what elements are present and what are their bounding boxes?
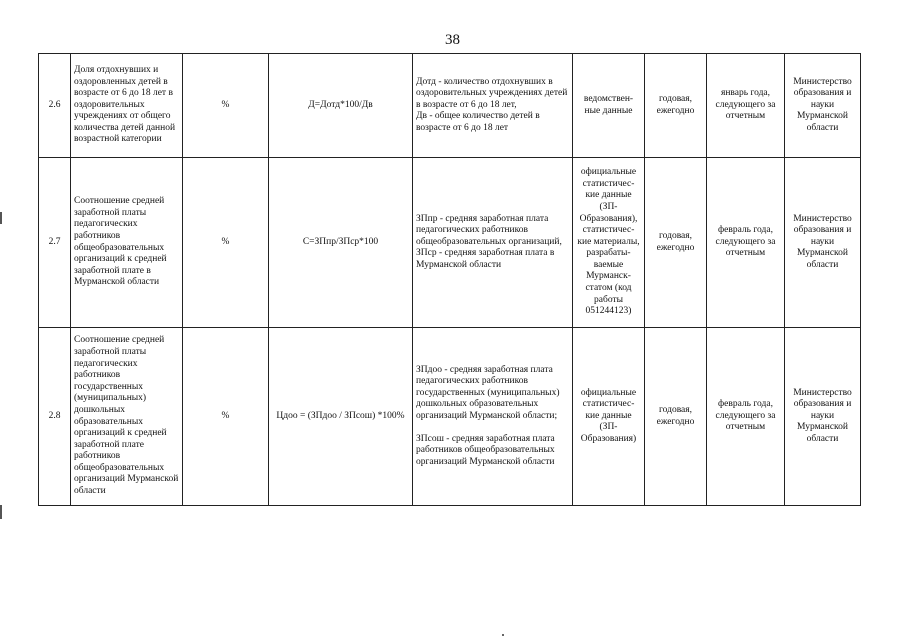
table-row [39, 328, 861, 506]
indicator-name: Соотношение средней заработной платы педагогических работников государственных (муниципальных) дошкольных образовательных организаций к средней заработной плате работников общеобразовательных организаций Мурманской области [71, 328, 183, 506]
data-source: ведомствен- ные данные [573, 54, 645, 158]
margin-mark [0, 505, 2, 519]
unit-of-measure: % [183, 328, 269, 506]
periodicity: годовая, ежегодно [645, 158, 707, 328]
page-number: 38 [445, 32, 460, 48]
table-row [39, 158, 861, 328]
indicator-name: Доля отдохнувших и оздоровленных детей в возрасте от 6 до 18 лет в оздоровительных учреждениях от общего количества детей данной возрастной категории [71, 54, 183, 158]
scan-speck [502, 634, 504, 636]
description-line: ЗПпр - средняя заработная плата педагогических работников общеобразовательных организаций, [416, 213, 562, 247]
formula-description [413, 158, 573, 328]
formula-description [413, 54, 573, 158]
calculation-formula: Д=Дотд*100/Дв [269, 54, 413, 158]
table-body [39, 54, 861, 506]
description-line: ЗПср - средняя заработная плата в Мурманской области [416, 248, 555, 270]
data-source: официальные статистичес- кие данные (ЗП- Образования), статистичес- кие материалы, разрабаты- ваемые Мурманск- статом (код работы 051244123) [573, 158, 645, 328]
description-line: Дв - общее количество детей в возрасте от 6 до 18 лет [416, 111, 540, 133]
description-line: ЗПсош - средняя заработная плата работников общеобразовательных организаций Мурманской области [416, 433, 555, 467]
responsible-body: Министерство образования и науки Мурманской области [785, 158, 861, 328]
reporting-term: январь года, следующего за отчетным [707, 54, 785, 158]
table-row [39, 54, 861, 158]
description-line: Дотд - количество отдохнувших в оздоровительных учреждениях детей в возрасте от 6 до 18 лет, [416, 76, 568, 110]
description-line: ЗПдоо - средняя заработная плата педагогических работников государственных (муниципальных) дошкольных образовательных организаций Мурманской области; [416, 364, 560, 421]
indicators-table [38, 53, 861, 506]
indicator-name: Соотношение средней заработной платы педагогических работников общеобразовательных организаций к средней заработной плате в Мурманской области [71, 158, 183, 328]
reporting-term: февраль года, следующего за отчетным [707, 328, 785, 506]
margin-mark [0, 212, 2, 224]
row-number: 2.6 [39, 54, 71, 158]
row-number: 2.7 [39, 158, 71, 328]
unit-of-measure: % [183, 158, 269, 328]
calculation-formula: Цдоо = (ЗПдоо / ЗПсош) *100% [269, 328, 413, 506]
unit-of-measure: % [183, 54, 269, 158]
responsible-body: Министерство образования и науки Мурманской области [785, 54, 861, 158]
reporting-term: февраль года, следующего за отчетным [707, 158, 785, 328]
periodicity: годовая, ежегодно [645, 328, 707, 506]
calculation-formula: С=ЗПпр/ЗПср*100 [269, 158, 413, 328]
formula-description [413, 328, 573, 506]
description-line [416, 423, 569, 434]
responsible-body: Министерство образования и науки Мурманской области [785, 328, 861, 506]
periodicity: годовая, ежегодно [645, 54, 707, 158]
data-source: официальные статистичес- кие данные (ЗП- Образования) [573, 328, 645, 506]
row-number: 2.8 [39, 328, 71, 506]
